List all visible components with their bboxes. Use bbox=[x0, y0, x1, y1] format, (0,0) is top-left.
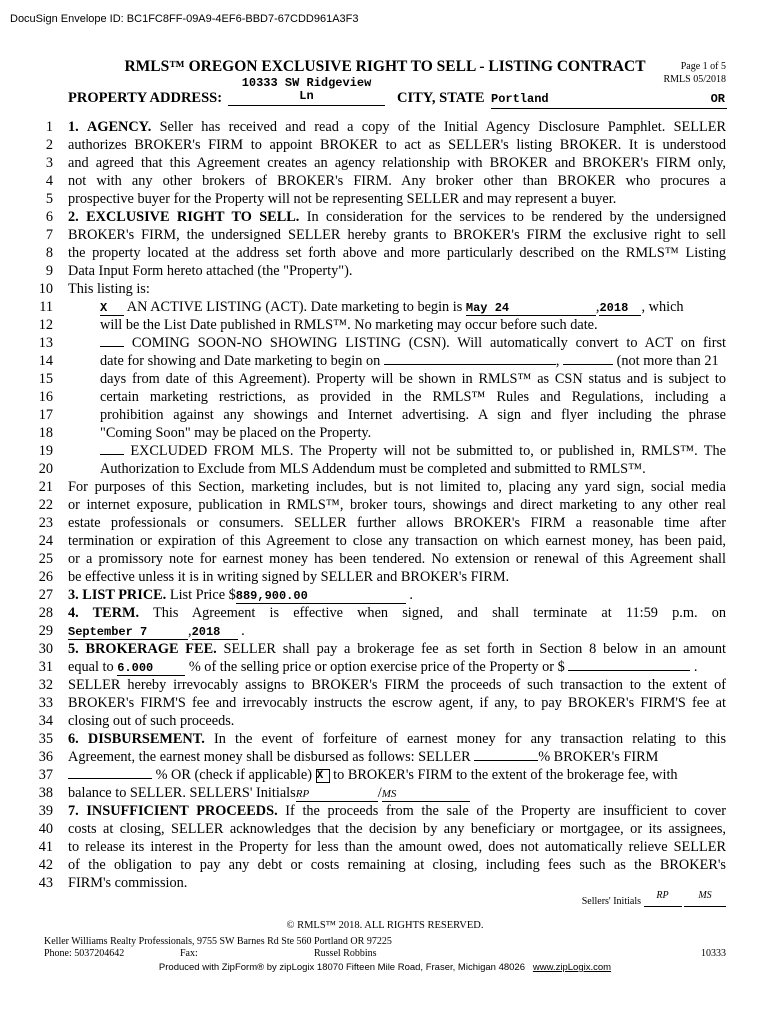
term-date-field[interactable]: September 7 bbox=[68, 625, 188, 640]
page-number: Page 1 of 5 bbox=[680, 61, 726, 72]
line-24: 24 termination or expiration of this Agreement to close any transaction on which earnest money, has been paid, bbox=[38, 533, 726, 549]
seller-percent-field[interactable] bbox=[474, 760, 538, 761]
line-37: 37 % OR (check if applicable) X to BROKER's FIRM to the extent of the brokerage fee, with bbox=[38, 767, 678, 783]
line-28: 28 4. TERM. This Agreement is effective when signed, and shall terminate at 11:59 p.m. on bbox=[38, 605, 726, 621]
line-7: 7 BROKER's FIRM, the undersigned SELLER hereby grants to BROKER's FIRM the exclusive right to sell bbox=[45, 227, 726, 243]
envelope-id: DocuSign Envelope ID: BC1FC8FF-09A9-4EF6-BBD7-67CDD961A3F3 bbox=[10, 13, 359, 25]
footer-company: Keller Williams Realty Professionals, 9755 SW Barnes Rd Ste 560 Portland OR 97225 bbox=[44, 936, 392, 947]
line-33: 33 BROKER's FIRM'S fee and irrevocably instructs the escrow agent, if any, to pay BROKER's FIRM'S fee at bbox=[38, 695, 726, 711]
term-year-field[interactable]: 2018 bbox=[192, 625, 238, 640]
csn-year-field[interactable] bbox=[563, 364, 613, 365]
line-30: 30 5. BROKERAGE FEE. SELLER shall pay a brokerage fee as set forth in Section 8 below in an amount bbox=[38, 641, 726, 657]
line-29: 29 September 7 ,2018 . bbox=[38, 623, 245, 639]
line-26: 26 be effective unless it is in writing signed by SELLER and BROKER's FIRM. bbox=[38, 569, 510, 585]
line-35: 35 6. DISBURSEMENT. In the event of forfeiture of earnest money for any transaction relating to this bbox=[38, 731, 727, 747]
line-9: 9 Data Input Form hereto attached (the "Property"). bbox=[45, 263, 353, 279]
line-25: 25 or a promissory note for earnest money has been tendered. No extension or renewal of this Agreement shall bbox=[38, 551, 726, 567]
line-15: 15 days from date of this Agreement). Property will be shown in RMLS™ as CSN status and is subject to bbox=[38, 371, 726, 387]
copyright: © RMLS™ 2018. ALL RIGHTS RESERVED. bbox=[286, 920, 484, 931]
line-31: 31 equal to 6.000 % of the selling price or option exercise price of the Property or $ . bbox=[38, 659, 698, 675]
seller-initials-1[interactable]: RP bbox=[296, 785, 378, 802]
line-27: 27 3. LIST PRICE. List Price $889,900.00 . bbox=[38, 587, 413, 603]
line-43: 43 FIRM's commission. bbox=[38, 875, 188, 891]
line-22: 22 or internet exposure, publication in RMLS™, broker tours, showings and direct marketing to any other real bbox=[38, 497, 726, 513]
line-5: 5 prospective buyer for the Property will not be representing SELLER and may represent a buyer. bbox=[45, 191, 617, 207]
line-38: 38 balance to SELLER. SELLERS' InitialsRP /MS bbox=[0, 784, 770, 802]
act-year-field[interactable]: 2018 bbox=[599, 301, 641, 316]
csn-date-field[interactable] bbox=[384, 364, 556, 365]
line-23: 23 estate professionals or consumers. SELLER further allows BROKER's FIRM a reasonable time after bbox=[38, 515, 726, 531]
property-address-field[interactable] bbox=[228, 77, 385, 106]
line-39: 39 7. INSUFFICIENT PROCEEDS. If the proceeds from the sale of the Property are insufficient to cover bbox=[38, 803, 726, 819]
zipform-link[interactable]: www.zipLogix.com bbox=[532, 962, 612, 973]
property-address-line2: Ln bbox=[299, 89, 314, 103]
line-3: 3 and agreed that this Agreement creates an agency relationship with BROKER and BROKER's FIRM only, bbox=[45, 155, 726, 171]
line-4: 4 not with any other brokers of BROKER's FIRM. Any broker other than BROKER who procures a bbox=[45, 173, 726, 189]
footer-initials-2[interactable]: MS bbox=[684, 890, 726, 907]
line-41: 41 to release its interest in the Property for less than the amount owed, does not automatically relieve SELLER bbox=[38, 839, 726, 855]
sellers-initials-label: Sellers' Initials bbox=[581, 896, 641, 907]
line-16: 16 certain marketing restrictions, as provided in the RMLS™ Rules and Regulations, including a bbox=[38, 389, 726, 405]
state-value: OR bbox=[710, 92, 725, 106]
footer-fax: Fax: bbox=[180, 948, 198, 959]
page-info bbox=[663, 60, 726, 86]
sellers-initials-footer bbox=[582, 890, 726, 907]
city-value: Portland bbox=[491, 92, 549, 106]
disbursement-checkbox[interactable]: X bbox=[316, 769, 330, 783]
property-address-line1: 10333 SW Ridgeview bbox=[241, 76, 372, 90]
line-11: 11 X AN ACTIVE LISTING (ACT). Date marketing to begin is May 24 ,2018 , which bbox=[39, 299, 684, 315]
property-address-label: PROPERTY ADDRESS: bbox=[68, 90, 223, 106]
line-17: 17 prohibition against any showings and Internet advertising. A sign and flyer including the phrase bbox=[38, 407, 726, 423]
line-36: 36 Agreement, the earnest money shall be disbursed as follows: SELLER % BROKER's FIRM bbox=[38, 749, 659, 765]
line-32: 32 SELLER hereby irrevocably assigns to BROKER's FIRM the proceeds of such transaction to the extent of bbox=[38, 677, 726, 693]
city-state-field[interactable] bbox=[491, 90, 727, 109]
list-price-field[interactable]: 889,900.00 bbox=[236, 589, 406, 604]
footer-id: 10333 bbox=[701, 948, 726, 959]
line-1: 1 1. AGENCY. Seller has received and read a copy of the Initial Agency Disclosure Pamphlet. SELLER bbox=[45, 119, 727, 135]
form-revision: RMLS 05/2018 bbox=[663, 74, 726, 85]
line-42: 42 of the obligation to pay any debt or costs remaining at closing, including fees such as the BROKER's bbox=[38, 857, 726, 873]
seller-initials-2[interactable]: MS bbox=[382, 785, 470, 802]
zipform-text: Produced with ZipForm® by zipLogix 18070 Fifteen Mile Road, Fraser, Michigan 48026 bbox=[158, 962, 525, 973]
fee-amount-field[interactable] bbox=[568, 670, 690, 671]
line-19: 19 EXCLUDED FROM MLS. The Property will not be submitted to, or published in, RMLS™. The bbox=[38, 443, 726, 459]
line-20: 20 Authorization to Exclude from MLS Addendum must be completed and submitted to RMLS™. bbox=[38, 461, 646, 477]
csn-checkbox[interactable] bbox=[100, 346, 124, 347]
line-21: 21 For purposes of this Section, marketing includes, but is not limited to, placing any yard sign, social media bbox=[38, 479, 726, 495]
zipform-footer bbox=[0, 962, 770, 973]
line-10: 10 This listing is: bbox=[38, 281, 150, 297]
line-2: 2 authorizes BROKER's FIRM to appoint BROKER to act as SELLER's listing BROKER. It is understood bbox=[45, 137, 726, 153]
footer-contact bbox=[44, 948, 726, 959]
footer-phone: Phone: 5037204642 bbox=[44, 948, 125, 959]
line-34: 34 closing out of such proceeds. bbox=[38, 713, 235, 729]
line-40: 40 costs at closing, SELLER acknowledges that the decision by any beneficiary or mortgagee, or its assignees, bbox=[38, 821, 726, 837]
line-13: 13 COMING SOON-NO SHOWING LISTING (CSN). Will automatically convert to ACT on first bbox=[38, 335, 727, 351]
act-checkbox[interactable]: X bbox=[100, 301, 124, 316]
city-state-label: CITY, STATE bbox=[397, 90, 485, 106]
fee-percent-field[interactable]: 6.000 bbox=[117, 661, 185, 676]
line-14: 14 date for showing and Date marketing to begin on , (not more than 21 bbox=[38, 353, 719, 369]
excluded-checkbox[interactable] bbox=[100, 454, 124, 455]
act-date-field[interactable]: May 24 bbox=[466, 301, 596, 316]
line-18: 18 "Coming Soon" may be placed on the Property. bbox=[38, 425, 372, 441]
footer-agent: Russel Robbins bbox=[314, 948, 377, 959]
broker-percent-field[interactable] bbox=[68, 778, 152, 779]
line-8: 8 the property located at the address set forth above and more particularly described on the RMLS™ Listing bbox=[45, 245, 726, 261]
line-12: 12 will be the List Date published in RMLS™. No marketing may occur before such date. bbox=[38, 317, 598, 333]
page-title: RMLS™ OREGON EXCLUSIVE RIGHT TO SELL - LISTING CONTRACT bbox=[124, 58, 646, 75]
footer-initials-1[interactable]: RP bbox=[644, 890, 682, 907]
line-6: 6 2. EXCLUSIVE RIGHT TO SELL. In consideration for the services to be rendered by the undersigned bbox=[45, 209, 726, 225]
